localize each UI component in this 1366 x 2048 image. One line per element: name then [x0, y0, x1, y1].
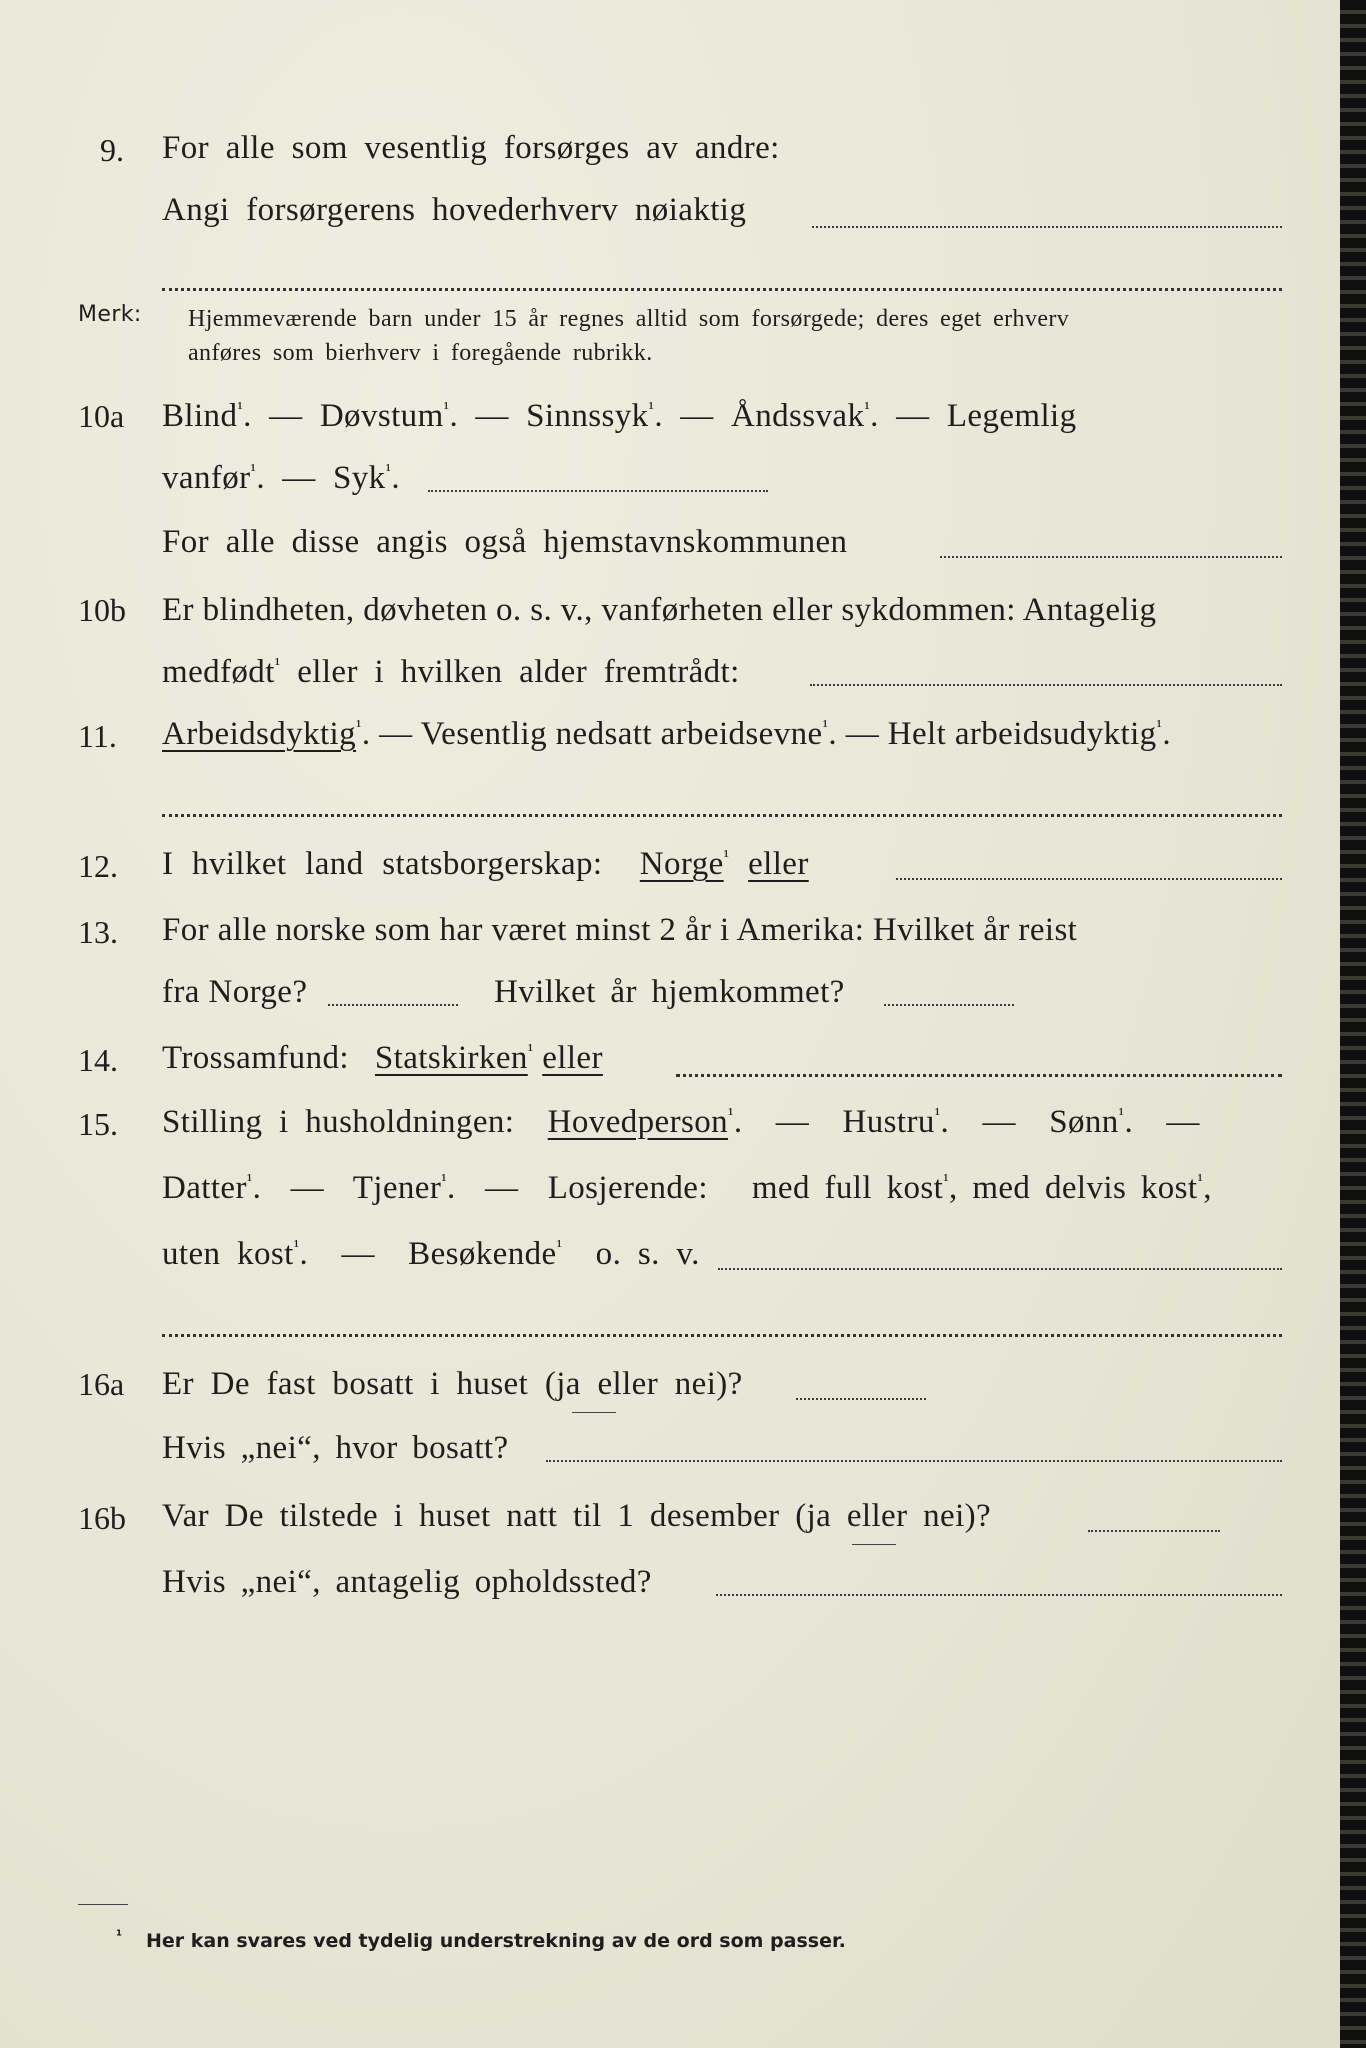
question-9-number: 9.	[100, 132, 124, 168]
option-losjerende[interactable]: Losjerende:	[547, 1170, 708, 1206]
question-10a-number: 10a	[78, 398, 125, 434]
option-sinnssyk[interactable]: Sinnssyk	[526, 398, 649, 434]
question-14-text: Trossamfund:	[162, 1040, 349, 1076]
merk-line2: anføres som bierhverv i foregående rubrikk.	[188, 340, 653, 366]
option-medfodt[interactable]: medfødt	[162, 654, 275, 690]
question-15-text: Stilling i husholdningen:	[162, 1104, 515, 1140]
option-syk[interactable]: Syk	[333, 460, 386, 496]
footnote-mark: ¹	[246, 1170, 253, 1190]
option-med-full-kost[interactable]: med full kost	[751, 1170, 944, 1206]
option-hovedperson[interactable]: Hovedperson	[547, 1104, 729, 1140]
dash: —	[341, 1236, 375, 1272]
question-15-number: 15.	[78, 1106, 118, 1142]
question-15-answer-line[interactable]	[718, 1268, 1282, 1270]
question-10a-line3: For alle disse angis også hjemstavnskommunen	[162, 524, 848, 560]
dash: —	[379, 716, 413, 752]
question-15-line2: Datter$^{^1}$. — Tjener$^{^1}$. — Losjerende: med full kost$^{^1}$, med delvis kost$^{^1}$,	[162, 1170, 1212, 1206]
footnote-mark: ¹	[443, 398, 450, 418]
option-vesentlig-nedsatt[interactable]: Vesentlig nedsatt arbeidsevne	[420, 716, 823, 752]
question-13-number: 13.	[78, 914, 118, 950]
footnote-mark: ¹	[1118, 1104, 1125, 1124]
footnote-mark: ¹	[293, 1236, 300, 1256]
footnote-mark: ¹	[934, 1104, 941, 1124]
merk-line1: Hjemmeværende barn under 15 år regnes alltid som forsørgede; deres eget erhverv	[188, 306, 1070, 332]
question-10b-number: 10b	[78, 592, 126, 628]
footnote-mark: ¹	[237, 398, 244, 418]
option-norge[interactable]: Norge	[639, 846, 724, 882]
question-16a-bosatt-line[interactable]	[546, 1460, 1282, 1462]
question-13-reist-line[interactable]	[328, 1004, 458, 1006]
dash: —	[485, 1170, 519, 1206]
footnote-mark: ¹	[274, 654, 281, 674]
question-16a-answer-line[interactable]	[796, 1398, 926, 1400]
option-uten-kost[interactable]: uten kost	[162, 1236, 294, 1272]
question-10a-line1: Blind$^{^1}$. — Døvstum$^{^1}$. — Sinnssyk$^{^1}$. — Åndssvak$^{^1}$. — Legemlig	[162, 398, 1077, 434]
question-13-line1: For alle norske som har været minst 2 år i Amerika: Hvilket år reist	[162, 912, 1078, 948]
question-16b-answer-line[interactable]	[1088, 1530, 1220, 1532]
question-16a-ja-eller-nei: (ja eller nei)?	[544, 1366, 743, 1402]
footnote-mark: ¹	[356, 716, 362, 736]
question-10a-answer-line[interactable]	[428, 490, 768, 492]
footnote-mark: ¹	[943, 1170, 949, 1190]
dash: —	[982, 1104, 1016, 1140]
footnote-text: Her kan svares ved tydelig understrekning av de ord som passer.	[146, 1930, 846, 1952]
option-andssvak[interactable]: Åndssvak	[730, 398, 865, 434]
question-15-line1: Stilling i husholdningen: Hovedperson$^{^1}$. — Hustru$^{^1}$. — Sønn$^{^1}$. —	[162, 1104, 1200, 1140]
footnote-mark: ¹	[864, 398, 871, 418]
question-15-line3: uten kost$^{^1}$. — Besøkende$^{^1}$ o. s. v.	[162, 1236, 700, 1272]
question-10b-line2-rest: eller i hvilken alder fremtrådt:	[297, 654, 740, 690]
dash: —	[896, 398, 930, 434]
footnote-mark: ¹	[250, 460, 257, 480]
question-16a-line2: Hvis „nei“, hvor bosatt?	[162, 1430, 509, 1466]
dash: —	[290, 1170, 325, 1206]
question-16b-opholdssted-line[interactable]	[716, 1594, 1282, 1596]
footnote-mark: ¹	[385, 460, 392, 480]
question-16a-number: 16a	[78, 1366, 125, 1402]
footnote-mark: ¹	[648, 398, 655, 418]
question-10b-line1: Er blindheten, døvheten o. s. v., vanførheten eller sykdommen: Antagelig	[162, 592, 1157, 628]
question-15-answer-line-2[interactable]	[162, 1334, 1282, 1337]
option-hustru[interactable]: Hustru	[842, 1104, 935, 1140]
question-12-answer-line[interactable]	[896, 878, 1282, 880]
question-12-line1	[162, 846, 809, 883]
question-16a-text: Er De fast bosatt i huset	[162, 1366, 529, 1402]
question-11-line1: Arbeidsdyktig$^{^1}$. — Vesentlig nedsatt arbeidsevne$^{^1}$. — Helt arbeidsudyktig$^{^1}$.	[162, 716, 1171, 752]
question-13-hjemkommet: Hvilket år hjemkommet?	[494, 974, 845, 1010]
option-sonn[interactable]: Sønn	[1049, 1104, 1119, 1140]
question-9-answer-line-2[interactable]	[162, 288, 1282, 291]
question-9-line2: Angi forsørgerens hovederhverv nøiaktig	[162, 192, 747, 228]
question-16a-ja-underline	[572, 1412, 616, 1413]
dash: —	[269, 398, 303, 434]
question-14-eller: eller	[542, 1040, 603, 1076]
dash: —	[475, 398, 509, 434]
option-helt-arbeidsudyktig[interactable]: Helt arbeidsudyktig	[887, 716, 1157, 752]
question-16b-ja-eller-nei: (ja eller nei)?	[795, 1498, 992, 1534]
question-12-text: I hvilket land statsborgerskap:	[162, 846, 603, 882]
question-14-answer-line[interactable]	[676, 1074, 1282, 1077]
question-13-fra-norge: fra Norge?	[162, 974, 308, 1010]
footnote-separator	[78, 1904, 128, 1905]
question-14-number: 14.	[78, 1042, 118, 1078]
question-12-eller: eller	[748, 846, 809, 882]
option-tjener[interactable]: Tjener	[352, 1170, 442, 1206]
question-9-line1: For alle som vesentlig forsørges av andre:	[162, 130, 780, 166]
question-16b-ja-underline	[852, 1544, 896, 1545]
dash: —	[1166, 1104, 1200, 1140]
question-16b-line1	[162, 1498, 991, 1535]
dash: —	[680, 398, 714, 434]
question-14-line1	[162, 1040, 603, 1077]
dash: —	[845, 716, 880, 752]
footnote-mark: ¹	[527, 1040, 534, 1060]
option-statskirken[interactable]: Statskirken	[374, 1040, 528, 1076]
dash: —	[282, 460, 316, 496]
footnote-mark: ¹	[441, 1170, 448, 1190]
question-15-osv: o. s. v.	[595, 1236, 700, 1272]
question-13-hjemkommet-line[interactable]	[884, 1004, 1014, 1006]
option-arbeidsdyktig[interactable]: Arbeidsdyktig	[162, 716, 357, 752]
option-legemlig[interactable]: Legemlig	[946, 398, 1077, 434]
footnote-mark: ¹	[723, 846, 730, 866]
question-10a-line2: vanfør$^{^1}$. — Syk$^{^1}$.	[162, 460, 401, 496]
question-11-answer-line[interactable]	[162, 814, 1282, 817]
option-med-delvis-kost[interactable]: med delvis kost	[972, 1170, 1198, 1206]
perforated-edge	[1340, 0, 1366, 2048]
question-10b-answer-line[interactable]	[810, 684, 1282, 686]
option-vanfor[interactable]: vanfør	[162, 460, 251, 496]
footnote-mark: ¹	[1156, 716, 1163, 736]
option-dovstum[interactable]: Døvstum	[319, 398, 444, 434]
option-besokende[interactable]: Besøkende	[408, 1236, 557, 1272]
question-10b-line2	[162, 654, 740, 691]
dash: —	[775, 1104, 810, 1140]
merk-label: Merk:	[78, 302, 142, 327]
footnote-mark: ¹	[822, 716, 829, 736]
footnote-mark: ¹	[1197, 1170, 1204, 1190]
footnote-mark: ¹	[728, 1104, 734, 1124]
footnote-mark: ¹	[116, 1928, 123, 1944]
question-16a-line1	[162, 1366, 743, 1403]
option-datter[interactable]: Datter	[162, 1170, 247, 1206]
footnote-mark: ¹	[556, 1236, 563, 1256]
question-9-answer-line[interactable]	[812, 226, 1282, 228]
question-16b-line2: Hvis „nei“, antagelig opholdssted?	[162, 1564, 652, 1600]
question-11-number: 11.	[78, 718, 117, 754]
question-12-number: 12.	[78, 848, 118, 884]
question-16b-number: 16b	[78, 1500, 126, 1536]
question-10a-hjemstavn-line[interactable]	[940, 556, 1282, 558]
question-16b-text: Var De tilstede i huset natt til 1 desember	[162, 1498, 780, 1534]
option-blind[interactable]: Blind	[162, 398, 238, 434]
